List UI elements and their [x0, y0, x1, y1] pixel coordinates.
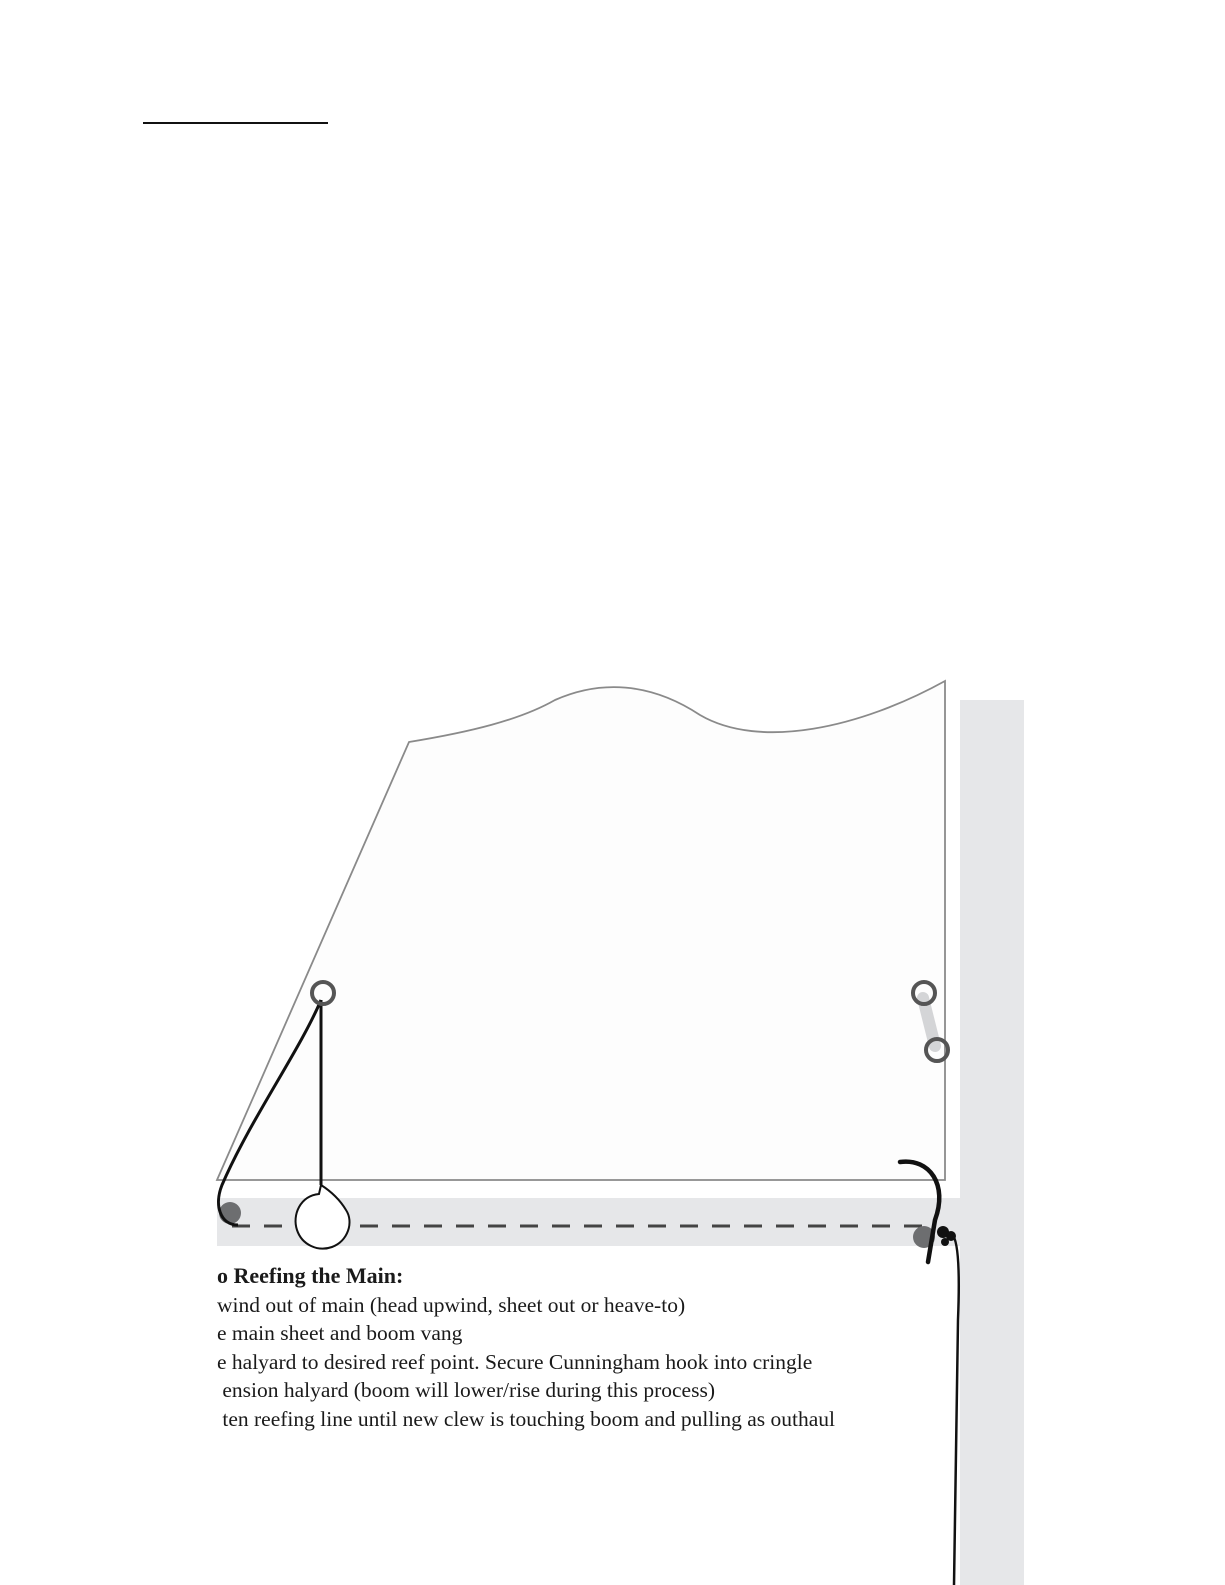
mast [960, 700, 1024, 1585]
instruction-step-2: e main sheet and boom vang [217, 1321, 463, 1345]
instruction-step-4: ension halyard (boom will lower/rise during this process) [217, 1378, 715, 1402]
instructions-heading: o Reefing the Main: [217, 1263, 404, 1288]
cunningham-hook [296, 1185, 350, 1249]
instruction-step-5: ten reefing line until new clew is touching boom and pulling as outhaul [217, 1407, 835, 1431]
tack-sail-slug [219, 1202, 241, 1224]
halyard-line [952, 1234, 959, 1585]
mainsail [217, 681, 945, 1180]
instruction-step-3: e halyard to desired reef point. Secure Cunningham hook into cringle [217, 1350, 813, 1374]
instruction-step-1: wind out of main (head upwind, sheet out or heave-to) [217, 1293, 686, 1317]
